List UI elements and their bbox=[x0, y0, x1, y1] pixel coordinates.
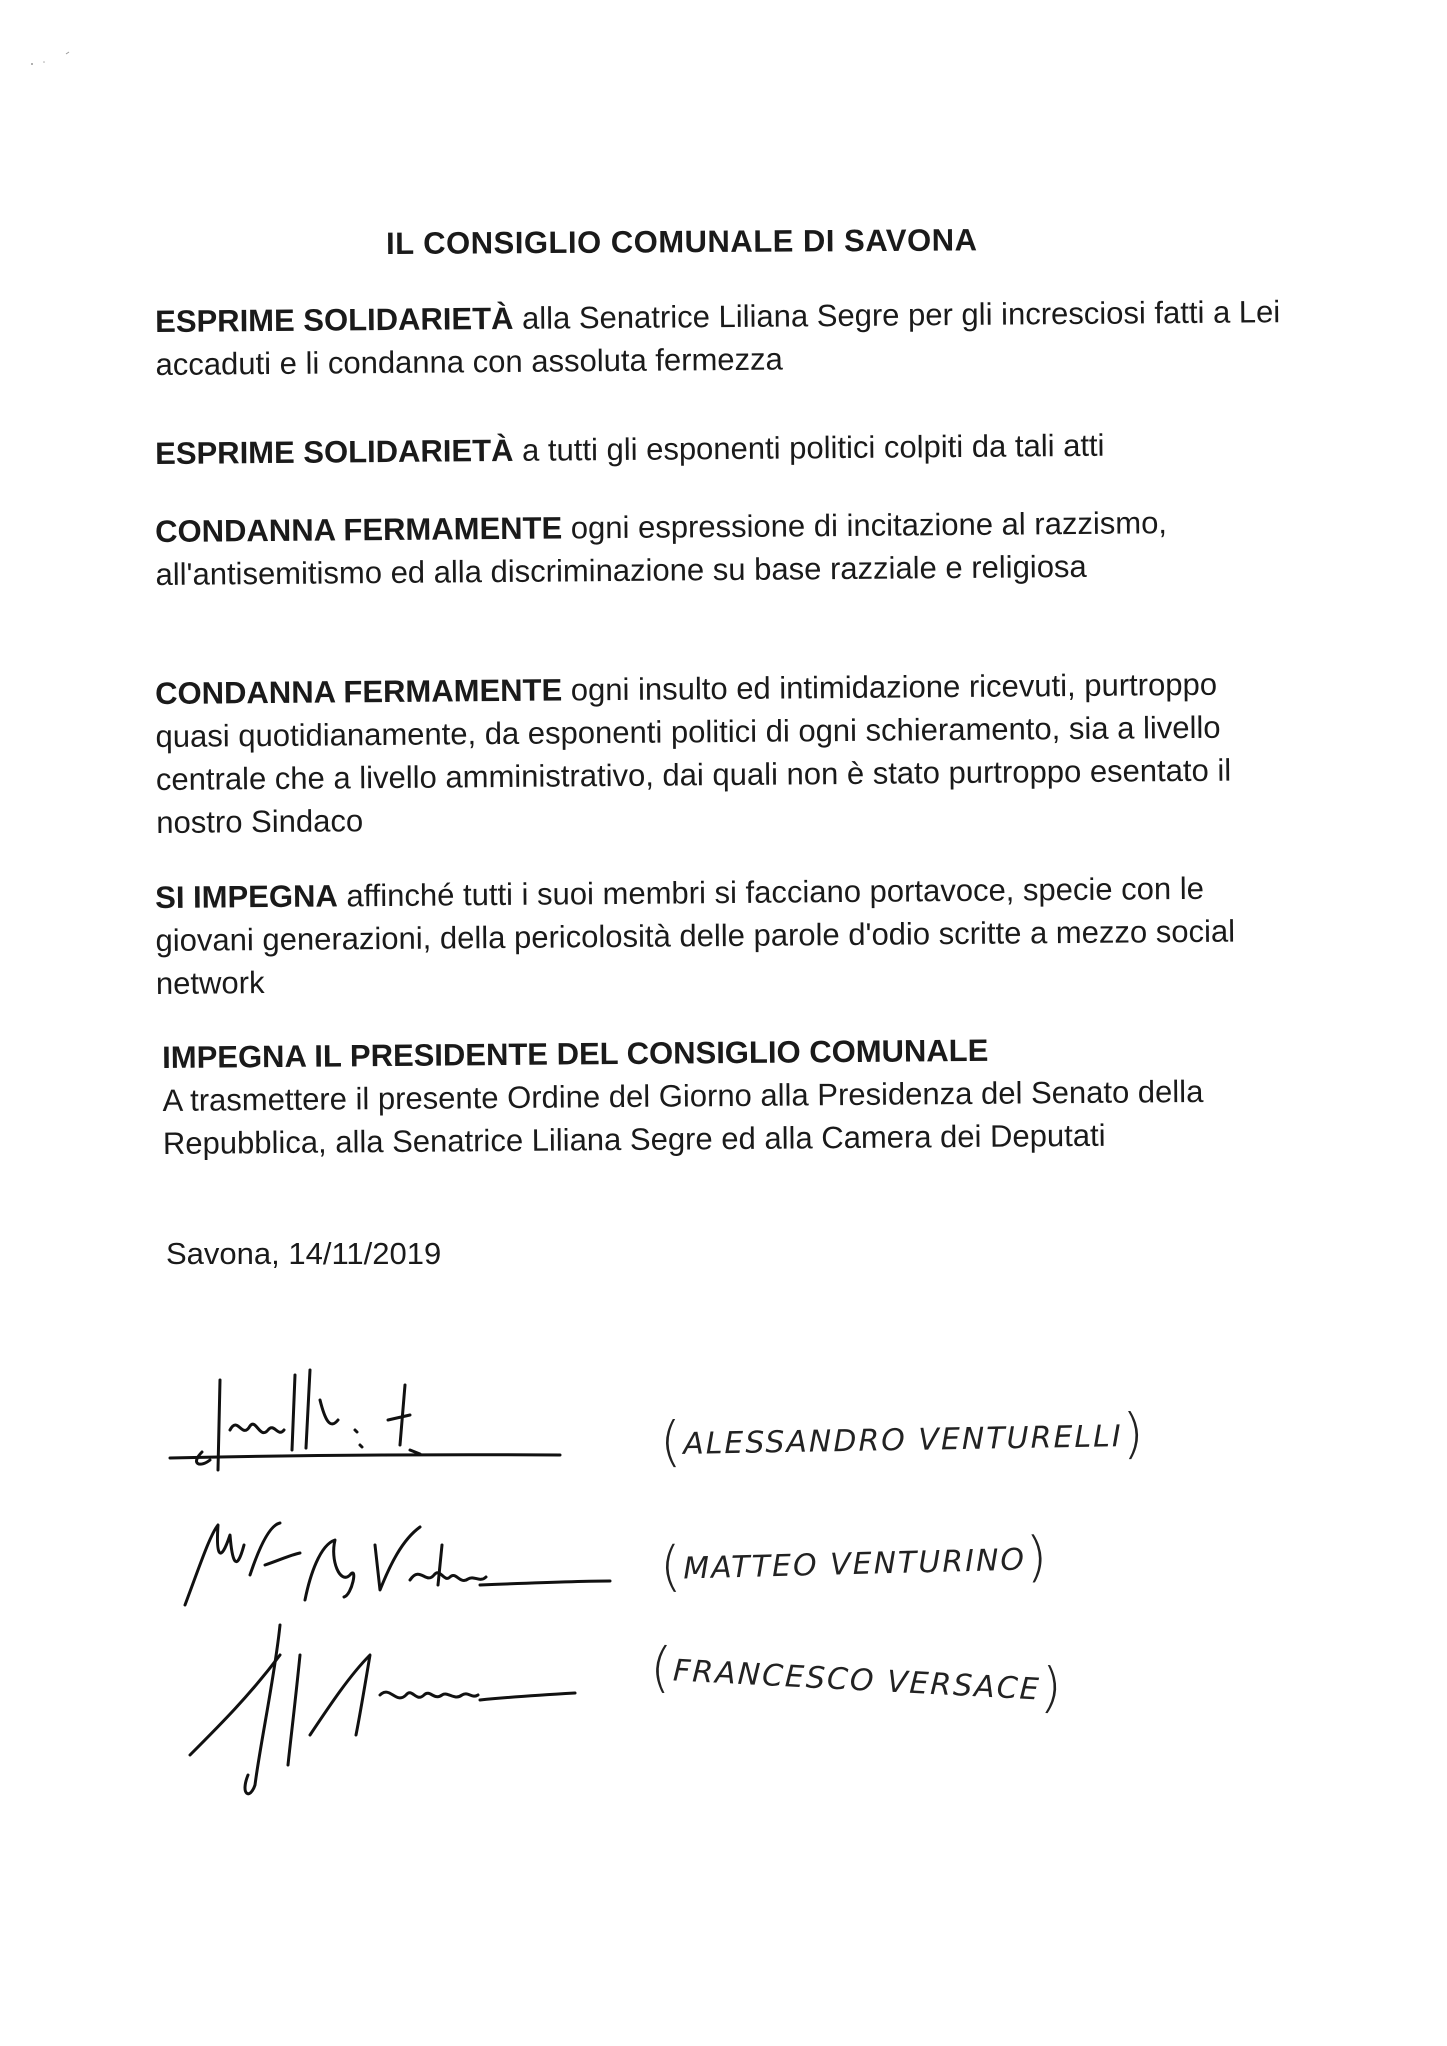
scan-speck-icon bbox=[26, 50, 76, 70]
resolution-paragraph-2 bbox=[155, 422, 1305, 475]
document-title: IL CONSIGLIO COMUNALE DI SAVONA bbox=[386, 222, 978, 261]
paragraph-lead: CONDANNA FERMAMENTE bbox=[155, 510, 563, 549]
open-paren-icon: ( bbox=[659, 1534, 684, 1599]
paragraph-text: a tutti gli esponenti politici colpiti da tali atti bbox=[513, 427, 1105, 468]
resolution-paragraph-1 bbox=[155, 290, 1306, 386]
paragraph-text: affinché tutti i suoi membri si facciano portavoce, specie con le giovani generazioni, della pericolosità delle parole d'odio scritte a mezzo social network bbox=[155, 870, 1236, 1001]
signatory-name: (ALESSANDRO VENTURELLI) bbox=[659, 1401, 1147, 1474]
resolution-paragraph-5 bbox=[155, 866, 1301, 1005]
paragraph-text: A trasmettere il presente Ordine del Giorno alla Presidenza del Senato della Repubblica, alla Senatrice Liliana Segre ed alla Camera dei Deputati bbox=[162, 1073, 1204, 1161]
resolution-paragraph-6 bbox=[162, 1026, 1303, 1165]
paragraph-lead: IMPEGNA IL PRESIDENTE DEL CONSIGLIO COMUNALE bbox=[162, 1032, 989, 1075]
paragraph-lead: ESPRIME SOLIDARIETÀ bbox=[155, 432, 514, 471]
paragraph-text: ogni insulto ed intimidazione ricevuti, purtroppo quasi quotidianamente, da esponenti politici di ogni schieramento, sia a livello centrale che a livello amministrativo, dai quali non è stato purtroppo esentato il nostro Sindaco bbox=[155, 666, 1232, 840]
resolution-paragraph-3 bbox=[155, 500, 1276, 596]
open-paren-icon: ( bbox=[648, 1635, 675, 1700]
resolution-paragraph-4 bbox=[155, 662, 1296, 844]
signatory-name: (MATTEO VENTURINO) bbox=[659, 1524, 1050, 1599]
handwritten-signature-icon bbox=[160, 1360, 580, 1480]
close-paren-icon: ) bbox=[1039, 1655, 1066, 1720]
paragraph-lead: CONDANNA FERMAMENTE bbox=[155, 672, 563, 711]
signatory-name: (FRANCESCO VERSACE) bbox=[648, 1635, 1066, 1720]
place-date: Savona, 14/11/2019 bbox=[166, 1236, 442, 1271]
paragraph-lead: ESPRIME SOLIDARIETÀ bbox=[155, 300, 514, 339]
close-paren-icon: ) bbox=[1025, 1524, 1050, 1589]
paragraph-text: ogni espressione di incitazione al razzismo, all'antisemitismo ed alla discriminazione su base razziale e religiosa bbox=[155, 505, 1168, 592]
open-paren-icon: ( bbox=[659, 1409, 684, 1474]
handwritten-signature-icon bbox=[180, 1615, 600, 1805]
handwritten-signature-icon bbox=[180, 1505, 620, 1625]
close-paren-icon: ) bbox=[1122, 1401, 1147, 1466]
paragraph-lead: SI IMPEGNA bbox=[155, 878, 338, 915]
paragraph-text: alla Senatrice Liliana Segre per gli incresciosi fatti a Lei accaduti e li condanna con assoluta fermezza bbox=[155, 294, 1281, 382]
